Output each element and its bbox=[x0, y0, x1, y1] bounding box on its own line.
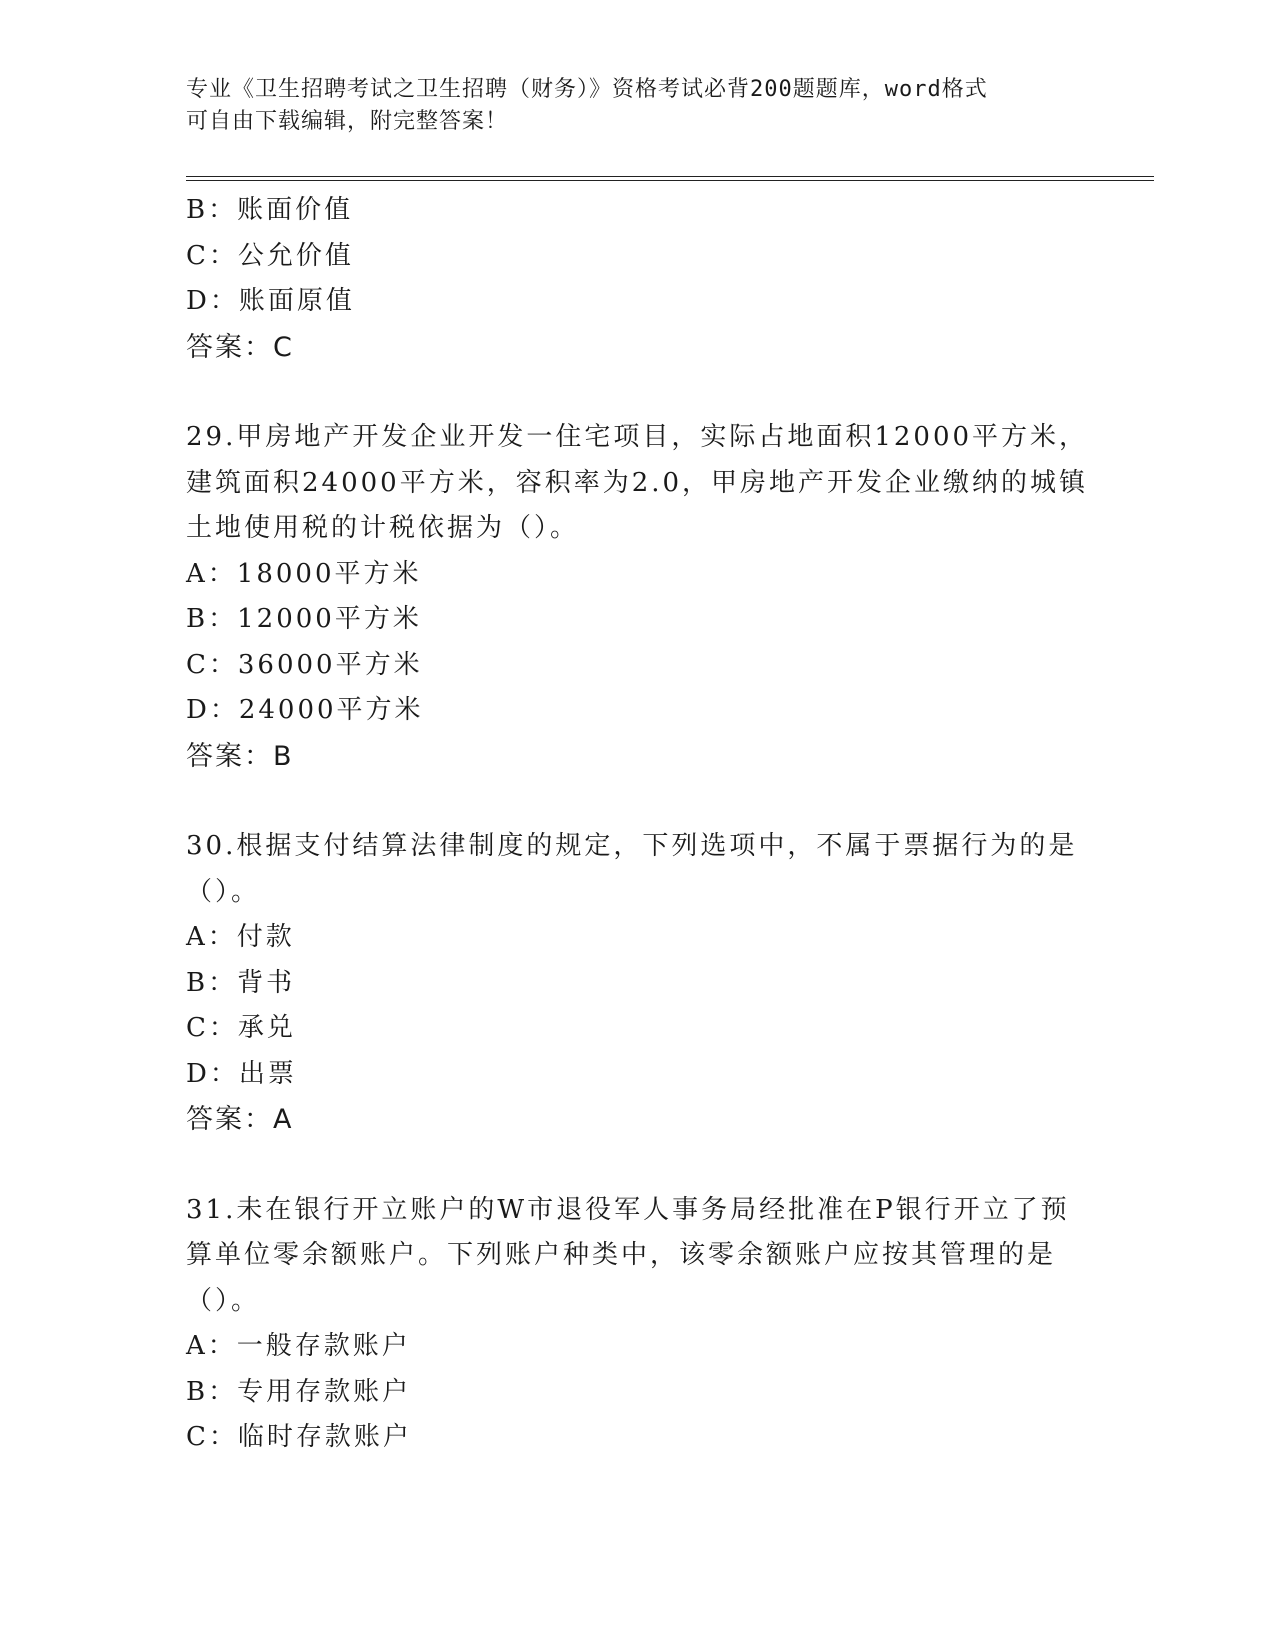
option-c: C：36000平方米 bbox=[186, 649, 423, 680]
header-line-1: 专业《卫生招聘考试之卫生招聘（财务）》资格考试必背200题题库，word格式 bbox=[186, 77, 988, 102]
question-stem-line: （）。 bbox=[186, 876, 261, 907]
option-d: D：账面原值 bbox=[186, 286, 355, 316]
option-a: A：付款 bbox=[186, 922, 295, 952]
option-b: B：专用存款账户 bbox=[186, 1376, 412, 1407]
answer-line: 答案：C bbox=[186, 331, 294, 363]
option-b: B：账面价值 bbox=[186, 195, 354, 225]
header-line-2: 可自由下载编辑，附完整答案！ bbox=[186, 109, 509, 134]
answer-line: 答案：A bbox=[186, 1104, 294, 1135]
option-d: D：24000平方米 bbox=[186, 695, 424, 725]
question-28-tail bbox=[186, 188, 1086, 370]
document-body bbox=[186, 188, 1089, 1461]
option-c: C：临时存款账户 bbox=[186, 1422, 412, 1452]
option-c: C：承兑 bbox=[186, 1013, 296, 1043]
question-30 bbox=[186, 824, 1086, 1143]
document-header bbox=[186, 74, 1066, 138]
question-31 bbox=[186, 1188, 1086, 1461]
question-stem-line: （）。 bbox=[186, 1285, 261, 1316]
question-stem-line: 算单位零余额账户。下列账户种类中，该零余额账户应按其管理的是 bbox=[186, 1240, 1057, 1270]
answer-line: 答案：B bbox=[186, 740, 294, 772]
question-stem-line: 土地使用税的计税依据为（）。 bbox=[186, 513, 580, 543]
option-b: B：背书 bbox=[186, 967, 296, 998]
option-d: D：出票 bbox=[186, 1058, 297, 1089]
question-29 bbox=[186, 415, 1089, 779]
question-stem-line: 31.未在银行开立账户的W市退役军人事务局经批准在P银行开立了预 bbox=[186, 1194, 1070, 1225]
header-divider bbox=[186, 176, 1154, 181]
question-stem-line: 30.根据支付结算法律制度的规定，下列选项中，不属于票据行为的是 bbox=[186, 831, 1078, 861]
option-c: C：公允价值 bbox=[186, 240, 354, 271]
option-a: A：一般存款账户 bbox=[186, 1331, 411, 1361]
question-stem-line: 29.甲房地产开发企业开发一住宅项目，实际占地面积12000平方米， bbox=[186, 422, 1089, 452]
option-a: A：18000平方米 bbox=[186, 558, 422, 589]
question-stem-line: 建筑面积24000平方米，容积率为2.0，甲房地产开发企业缴纳的城镇 bbox=[186, 467, 1089, 498]
option-b: B：12000平方米 bbox=[186, 604, 422, 634]
